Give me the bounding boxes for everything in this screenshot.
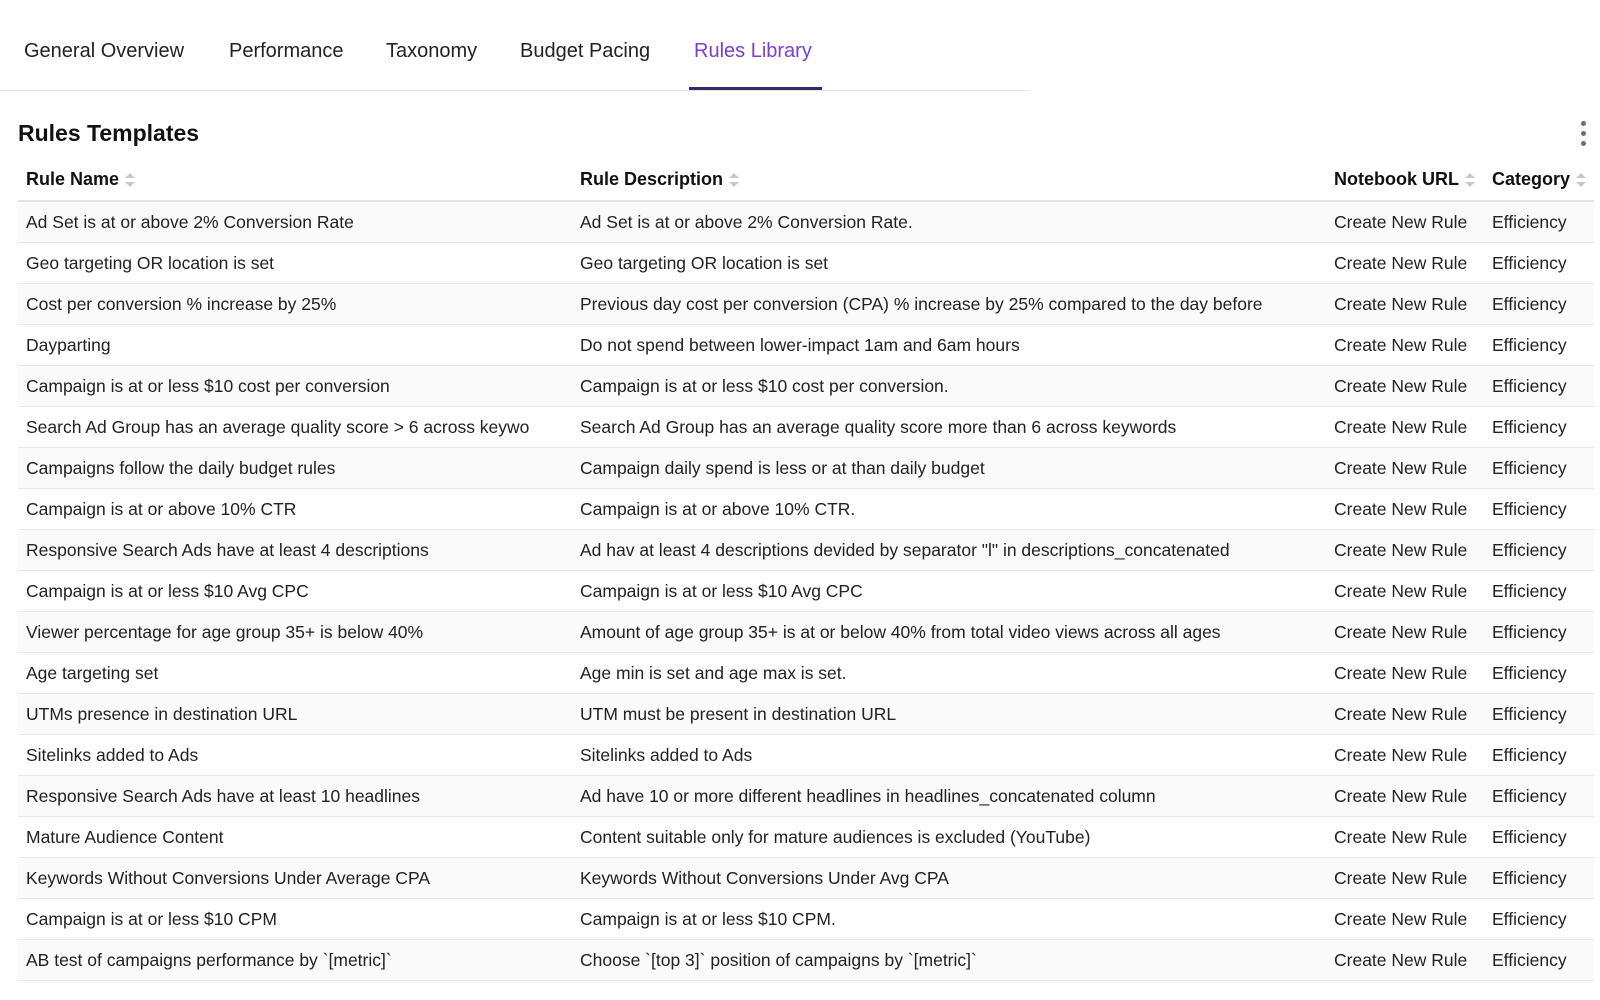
rule-description-cell: Search Ad Group has an average quality score more than 6 across keywords (572, 407, 1326, 448)
sort-icon[interactable] (729, 173, 739, 187)
table-row (18, 201, 1594, 243)
category-cell: Efficiency (1484, 448, 1594, 489)
rule-name-cell: Responsive Search Ads have at least 4 descriptions (18, 530, 572, 571)
create-new-rule-link[interactable]: Create New Rule (1326, 243, 1484, 284)
rule-name-cell: Campaign is at or less $10 Avg CPC (18, 571, 572, 612)
category-cell: Efficiency (1484, 940, 1594, 981)
section-title: Rules Templates (18, 120, 200, 146)
rule-description-cell: Do not spend between lower-impact 1am and 6am hours (572, 325, 1326, 366)
rule-name-cell: Keywords Without Conversions Under Average CPA (18, 858, 572, 899)
table-row (18, 366, 1594, 407)
column-header-notebook-url[interactable] (1326, 159, 1484, 201)
category-cell: Efficiency (1484, 284, 1594, 325)
category-cell: Efficiency (1484, 325, 1594, 366)
create-new-rule-link[interactable]: Create New Rule (1326, 694, 1484, 735)
rule-name-cell: Campaign is at or above 10% CTR (18, 489, 572, 530)
rule-description-cell: Campaign is at or less $10 Avg CPC (572, 571, 1326, 612)
rule-description-cell: Age min is set and age max is set. (572, 653, 1326, 694)
active-tab-indicator (689, 87, 822, 90)
sort-icon[interactable] (1576, 173, 1586, 187)
rule-description-cell: Amount of age group 35+ is at or below 40% from total video views across all ages (572, 612, 1326, 653)
tab-rules-library[interactable]: Rules Library (694, 40, 812, 62)
category-cell: Efficiency (1484, 899, 1594, 940)
category-cell: Efficiency (1484, 858, 1594, 899)
table-row (18, 284, 1594, 325)
create-new-rule-link[interactable]: Create New Rule (1326, 776, 1484, 817)
table-row (18, 940, 1594, 981)
table-row (18, 858, 1594, 899)
rule-name-cell: Search Ad Group has an average quality score > 6 across keywo (18, 407, 572, 448)
rule-description-cell: Ad have 10 or more different headlines in headlines_concatenated column (572, 776, 1326, 817)
rule-description-cell: Content suitable only for mature audiences is excluded (YouTube) (572, 817, 1326, 858)
rule-name-cell: Campaign is at or less $10 cost per conversion (18, 366, 572, 407)
category-cell: Efficiency (1484, 612, 1594, 653)
rule-description-cell: UTM must be present in destination URL (572, 694, 1326, 735)
rule-name-cell: Ad Set is at or above 2% Conversion Rate (18, 201, 572, 243)
rule-name-cell: Sitelinks added to Ads (18, 735, 572, 776)
rule-description-cell: Campaign is at or less $10 CPM. (572, 899, 1326, 940)
rule-description-cell: Sitelinks added to Ads (572, 735, 1326, 776)
table-header-row (18, 159, 1594, 201)
create-new-rule-link[interactable]: Create New Rule (1326, 201, 1484, 243)
table-row (18, 612, 1594, 653)
rule-description-cell: Choose `[top 3]` position of campaigns by `[metric]` (572, 940, 1326, 981)
table-row (18, 571, 1594, 612)
tab-general-overview[interactable]: General Overview (24, 40, 185, 62)
create-new-rule-link[interactable]: Create New Rule (1326, 735, 1484, 776)
rule-name-cell: AB test of campaigns performance by `[metric]` (18, 940, 572, 981)
rule-description-cell: Geo targeting OR location is set (572, 243, 1326, 284)
category-cell: Efficiency (1484, 694, 1594, 735)
column-label: Rule Name (26, 169, 120, 189)
table-row (18, 735, 1594, 776)
create-new-rule-link[interactable]: Create New Rule (1326, 448, 1484, 489)
sort-icon[interactable] (125, 173, 135, 187)
create-new-rule-link[interactable]: Create New Rule (1326, 858, 1484, 899)
rule-description-cell: Campaign is at or less $10 cost per conversion. (572, 366, 1326, 407)
rules-table (18, 159, 1594, 981)
table-row (18, 694, 1594, 735)
rule-description-cell: Campaign is at or above 10% CTR. (572, 489, 1326, 530)
category-cell: Efficiency (1484, 571, 1594, 612)
rule-name-cell: Campaigns follow the daily budget rules (18, 448, 572, 489)
category-cell: Efficiency (1484, 407, 1594, 448)
create-new-rule-link[interactable]: Create New Rule (1326, 571, 1484, 612)
tab-taxonomy[interactable]: Taxonomy (386, 40, 478, 62)
rule-name-cell: Cost per conversion % increase by 25% (18, 284, 572, 325)
table-row (18, 243, 1594, 284)
create-new-rule-link[interactable]: Create New Rule (1326, 899, 1484, 940)
column-header-category[interactable] (1484, 159, 1594, 201)
category-cell: Efficiency (1484, 243, 1594, 284)
table-row (18, 448, 1594, 489)
table-row (18, 776, 1594, 817)
column-label: Notebook URL (1334, 169, 1459, 189)
rule-name-cell: Responsive Search Ads have at least 10 headlines (18, 776, 572, 817)
tab-performance[interactable]: Performance (229, 40, 344, 62)
column-label: Category (1492, 169, 1571, 189)
rule-description-cell: Ad Set is at or above 2% Conversion Rate. (572, 201, 1326, 243)
table-row (18, 899, 1594, 940)
category-cell: Efficiency (1484, 201, 1594, 243)
tab-budget-pacing[interactable]: Budget Pacing (520, 40, 651, 62)
category-cell: Efficiency (1484, 489, 1594, 530)
create-new-rule-link[interactable]: Create New Rule (1326, 284, 1484, 325)
sort-icon[interactable] (1465, 173, 1475, 187)
rule-description-cell: Previous day cost per conversion (CPA) % increase by 25% compared to the day before (572, 284, 1326, 325)
create-new-rule-link[interactable]: Create New Rule (1326, 366, 1484, 407)
tab-bar (0, 0, 1030, 91)
category-cell: Efficiency (1484, 366, 1594, 407)
category-cell: Efficiency (1484, 735, 1594, 776)
create-new-rule-link[interactable]: Create New Rule (1326, 407, 1484, 448)
rule-name-cell: Campaign is at or less $10 CPM (18, 899, 572, 940)
more-options-icon[interactable] (1577, 120, 1591, 148)
table-row (18, 489, 1594, 530)
rule-description-cell: Keywords Without Conversions Under Avg CPA (572, 858, 1326, 899)
rule-description-cell: Campaign daily spend is less or at than daily budget (572, 448, 1326, 489)
rule-name-cell: UTMs presence in destination URL (18, 694, 572, 735)
create-new-rule-link[interactable]: Create New Rule (1326, 530, 1484, 571)
category-cell: Efficiency (1484, 653, 1594, 694)
create-new-rule-link[interactable]: Create New Rule (1326, 489, 1484, 530)
create-new-rule-link[interactable]: Create New Rule (1326, 653, 1484, 694)
column-label: Rule Description (580, 169, 724, 189)
rule-name-cell: Geo targeting OR location is set (18, 243, 572, 284)
create-new-rule-link[interactable]: Create New Rule (1326, 940, 1484, 981)
rule-name-cell: Dayparting (18, 325, 572, 366)
column-header-rule-description[interactable] (572, 159, 1326, 201)
table-row (18, 325, 1594, 366)
category-cell: Efficiency (1484, 776, 1594, 817)
rule-name-cell: Viewer percentage for age group 35+ is below 40% (18, 612, 572, 653)
rule-description-cell: Ad hav at least 4 descriptions devided by separator "l" in descriptions_concatenated (572, 530, 1326, 571)
category-cell: Efficiency (1484, 530, 1594, 571)
create-new-rule-link[interactable]: Create New Rule (1326, 817, 1484, 858)
table-row (18, 653, 1594, 694)
table-row (18, 530, 1594, 571)
category-cell: Efficiency (1484, 817, 1594, 858)
table-row (18, 407, 1594, 448)
table-row (18, 817, 1594, 858)
create-new-rule-link[interactable]: Create New Rule (1326, 612, 1484, 653)
create-new-rule-link[interactable]: Create New Rule (1326, 325, 1484, 366)
rule-name-cell: Mature Audience Content (18, 817, 572, 858)
rule-name-cell: Age targeting set (18, 653, 572, 694)
column-header-rule-name[interactable] (18, 159, 572, 201)
